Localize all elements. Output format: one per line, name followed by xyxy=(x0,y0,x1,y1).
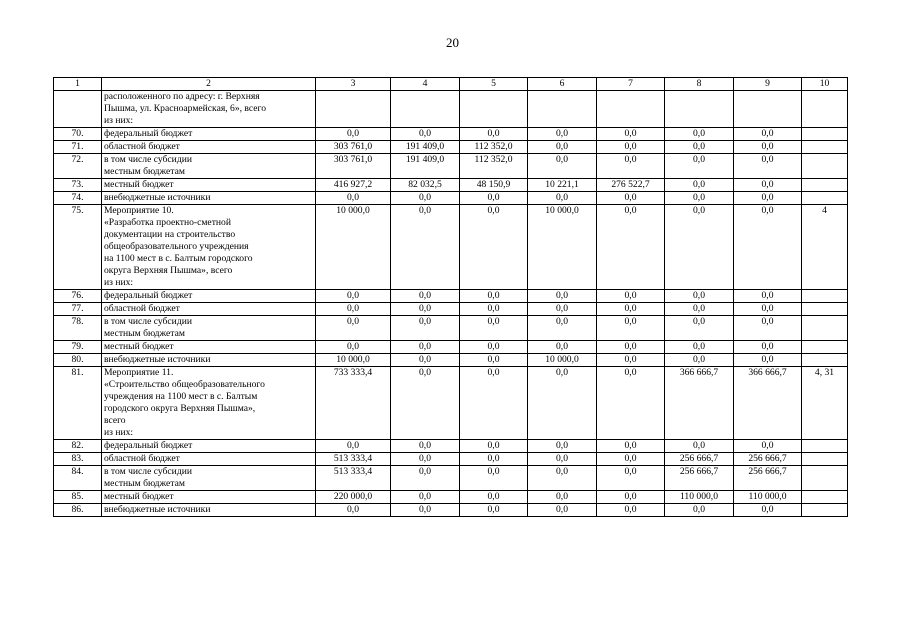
value-cell-col5: 48 150,9 xyxy=(460,179,528,192)
value-cell-col6: 0,0 xyxy=(528,504,597,517)
value-cell-col5: 0,0 xyxy=(460,466,528,491)
row-number xyxy=(54,91,102,128)
column-header-8: 8 xyxy=(665,78,734,91)
table-header xyxy=(54,78,848,91)
table-body xyxy=(54,91,848,517)
row-number: 77. xyxy=(54,303,102,316)
row-number: 82. xyxy=(54,440,102,453)
value-cell-col9: 256 666,7 xyxy=(734,453,802,466)
target-reference xyxy=(802,453,848,466)
target-reference: 4 xyxy=(802,205,848,290)
row-description: областной бюджет xyxy=(102,141,316,154)
row-description: федеральный бюджет xyxy=(102,290,316,303)
value-cell-col3: 0,0 xyxy=(316,303,391,316)
value-cell-col6: 0,0 xyxy=(528,192,597,205)
table-row xyxy=(54,504,848,517)
row-description: Мероприятие 11. «Строительство общеобразовательного учреждения на 1100 мест в с. Балтым городского округа Верхняя Пышма», всего из них: xyxy=(102,367,316,440)
value-cell-col8: 256 666,7 xyxy=(665,453,734,466)
value-cell-col9: 0,0 xyxy=(734,128,802,141)
table-row xyxy=(54,341,848,354)
value-cell-col3: 0,0 xyxy=(316,504,391,517)
value-cell-col5: 0,0 xyxy=(460,316,528,341)
value-cell-col6: 0,0 xyxy=(528,128,597,141)
value-cell-col3: 733 333,4 xyxy=(316,367,391,440)
value-cell-col3: 0,0 xyxy=(316,316,391,341)
value-cell-col5: 0,0 xyxy=(460,341,528,354)
value-cell-col6: 0,0 xyxy=(528,367,597,440)
column-header-1: 1 xyxy=(54,78,102,91)
table-row xyxy=(54,303,848,316)
value-cell-col7: 0,0 xyxy=(597,367,665,440)
row-description: в том числе субсидии местным бюджетам xyxy=(102,466,316,491)
value-cell-col6: 0,0 xyxy=(528,141,597,154)
value-cell-col6: 0,0 xyxy=(528,491,597,504)
value-cell-col5: 0,0 xyxy=(460,453,528,466)
value-cell-col9: 0,0 xyxy=(734,290,802,303)
value-cell-col5: 0,0 xyxy=(460,192,528,205)
value-cell-col6: 10 221,1 xyxy=(528,179,597,192)
value-cell-col5: 0,0 xyxy=(460,504,528,517)
row-description: в том числе субсидии местным бюджетам xyxy=(102,154,316,179)
column-header-5: 5 xyxy=(460,78,528,91)
row-number: 79. xyxy=(54,341,102,354)
row-number: 76. xyxy=(54,290,102,303)
table-row xyxy=(54,128,848,141)
target-reference xyxy=(802,290,848,303)
value-cell-col5: 112 352,0 xyxy=(460,141,528,154)
table-row xyxy=(54,354,848,367)
row-description: Мероприятие 10. «Разработка проектно-сметной документации на строительство общеобразовательного учреждения на 1100 мест в с. Балтым городского округа Верхняя Пышма», всего из них: xyxy=(102,205,316,290)
value-cell-col5 xyxy=(460,91,528,128)
target-reference xyxy=(802,354,848,367)
value-cell-col7: 276 522,7 xyxy=(597,179,665,192)
row-number: 74. xyxy=(54,192,102,205)
value-cell-col6: 0,0 xyxy=(528,290,597,303)
value-cell-col8: 0,0 xyxy=(665,141,734,154)
value-cell-col4: 0,0 xyxy=(391,453,460,466)
value-cell-col4: 0,0 xyxy=(391,504,460,517)
value-cell-col5: 112 352,0 xyxy=(460,154,528,179)
value-cell-col7: 0,0 xyxy=(597,192,665,205)
value-cell-col8: 0,0 xyxy=(665,192,734,205)
column-header-2: 2 xyxy=(102,78,316,91)
target-reference xyxy=(802,440,848,453)
target-reference xyxy=(802,316,848,341)
table-row xyxy=(54,205,848,290)
value-cell-col7: 0,0 xyxy=(597,504,665,517)
row-number: 81. xyxy=(54,367,102,440)
row-description: федеральный бюджет xyxy=(102,128,316,141)
value-cell-col4: 0,0 xyxy=(391,354,460,367)
value-cell-col3: 303 761,0 xyxy=(316,154,391,179)
column-header-4: 4 xyxy=(391,78,460,91)
value-cell-col4: 0,0 xyxy=(391,367,460,440)
row-number: 80. xyxy=(54,354,102,367)
value-cell-col9: 0,0 xyxy=(734,341,802,354)
value-cell-col4: 0,0 xyxy=(391,491,460,504)
value-cell-col5: 0,0 xyxy=(460,354,528,367)
value-cell-col5: 0,0 xyxy=(460,367,528,440)
value-cell-col7: 0,0 xyxy=(597,453,665,466)
column-header-6: 6 xyxy=(528,78,597,91)
value-cell-col6: 0,0 xyxy=(528,303,597,316)
value-cell-col8: 0,0 xyxy=(665,504,734,517)
row-description: в том числе субсидии местным бюджетам xyxy=(102,316,316,341)
value-cell-col7: 0,0 xyxy=(597,128,665,141)
row-number: 84. xyxy=(54,466,102,491)
row-description: внебюджетные источники xyxy=(102,192,316,205)
value-cell-col4: 0,0 xyxy=(391,303,460,316)
row-description: местный бюджет xyxy=(102,179,316,192)
value-cell-col8: 0,0 xyxy=(665,316,734,341)
column-header-10: 10 xyxy=(802,78,848,91)
value-cell-col5: 0,0 xyxy=(460,205,528,290)
value-cell-col4: 0,0 xyxy=(391,192,460,205)
value-cell-col9: 0,0 xyxy=(734,205,802,290)
target-reference xyxy=(802,154,848,179)
value-cell-col6: 10 000,0 xyxy=(528,354,597,367)
value-cell-col7: 0,0 xyxy=(597,303,665,316)
value-cell-col7: 0,0 xyxy=(597,141,665,154)
value-cell-col3: 220 000,0 xyxy=(316,491,391,504)
table-row xyxy=(54,367,848,440)
table-row xyxy=(54,466,848,491)
column-header-9: 9 xyxy=(734,78,802,91)
value-cell-col9: 366 666,7 xyxy=(734,367,802,440)
target-reference xyxy=(802,341,848,354)
value-cell-col7: 0,0 xyxy=(597,205,665,290)
value-cell-col3: 513 333,4 xyxy=(316,466,391,491)
row-description: областной бюджет xyxy=(102,303,316,316)
value-cell-col8: 0,0 xyxy=(665,128,734,141)
value-cell-col8 xyxy=(665,91,734,128)
value-cell-col4: 0,0 xyxy=(391,205,460,290)
value-cell-col6: 0,0 xyxy=(528,154,597,179)
value-cell-col9 xyxy=(734,91,802,128)
value-cell-col8: 0,0 xyxy=(665,341,734,354)
row-description: областной бюджет xyxy=(102,453,316,466)
value-cell-col7: 0,0 xyxy=(597,290,665,303)
value-cell-col3: 0,0 xyxy=(316,341,391,354)
value-cell-col3: 0,0 xyxy=(316,192,391,205)
table-row xyxy=(54,491,848,504)
row-number: 72. xyxy=(54,154,102,179)
value-cell-col8: 256 666,7 xyxy=(665,466,734,491)
value-cell-col5: 0,0 xyxy=(460,303,528,316)
row-description: местный бюджет xyxy=(102,341,316,354)
value-cell-col7: 0,0 xyxy=(597,154,665,179)
row-description: местный бюджет xyxy=(102,491,316,504)
value-cell-col5: 0,0 xyxy=(460,491,528,504)
value-cell-col3: 10 000,0 xyxy=(316,354,391,367)
column-header-7: 7 xyxy=(597,78,665,91)
value-cell-col9: 0,0 xyxy=(734,154,802,179)
target-reference xyxy=(802,491,848,504)
row-number: 78. xyxy=(54,316,102,341)
value-cell-col9: 0,0 xyxy=(734,316,802,341)
value-cell-col3: 10 000,0 xyxy=(316,205,391,290)
value-cell-col3 xyxy=(316,91,391,128)
value-cell-col3: 303 761,0 xyxy=(316,141,391,154)
value-cell-col5: 0,0 xyxy=(460,128,528,141)
value-cell-col6 xyxy=(528,91,597,128)
table-row xyxy=(54,154,848,179)
value-cell-col7 xyxy=(597,91,665,128)
table-row xyxy=(54,453,848,466)
value-cell-col6: 0,0 xyxy=(528,341,597,354)
value-cell-col8: 0,0 xyxy=(665,154,734,179)
row-description: федеральный бюджет xyxy=(102,440,316,453)
value-cell-col9: 0,0 xyxy=(734,440,802,453)
value-cell-col9: 110 000,0 xyxy=(734,491,802,504)
header-row xyxy=(54,78,848,91)
value-cell-col7: 0,0 xyxy=(597,341,665,354)
value-cell-col7: 0,0 xyxy=(597,316,665,341)
value-cell-col7: 0,0 xyxy=(597,491,665,504)
value-cell-col7: 0,0 xyxy=(597,466,665,491)
value-cell-col4 xyxy=(391,91,460,128)
value-cell-col4: 0,0 xyxy=(391,341,460,354)
target-reference xyxy=(802,504,848,517)
value-cell-col9: 256 666,7 xyxy=(734,466,802,491)
target-reference xyxy=(802,128,848,141)
row-number: 86. xyxy=(54,504,102,517)
target-reference xyxy=(802,192,848,205)
table-row xyxy=(54,91,848,128)
value-cell-col4: 0,0 xyxy=(391,128,460,141)
target-reference xyxy=(802,91,848,128)
column-header-3: 3 xyxy=(316,78,391,91)
value-cell-col8: 0,0 xyxy=(665,303,734,316)
value-cell-col8: 0,0 xyxy=(665,354,734,367)
value-cell-col4: 0,0 xyxy=(391,316,460,341)
value-cell-col3: 0,0 xyxy=(316,128,391,141)
value-cell-col4: 191 409,0 xyxy=(391,141,460,154)
page-number: 20 xyxy=(446,35,459,50)
value-cell-col3: 0,0 xyxy=(316,290,391,303)
table-row xyxy=(54,316,848,341)
row-number: 83. xyxy=(54,453,102,466)
value-cell-col9: 0,0 xyxy=(734,354,802,367)
target-reference xyxy=(802,303,848,316)
value-cell-col5: 0,0 xyxy=(460,440,528,453)
value-cell-col8: 110 000,0 xyxy=(665,491,734,504)
value-cell-col7: 0,0 xyxy=(597,354,665,367)
row-number: 75. xyxy=(54,205,102,290)
value-cell-col9: 0,0 xyxy=(734,303,802,316)
value-cell-col5: 0,0 xyxy=(460,290,528,303)
value-cell-col8: 0,0 xyxy=(665,440,734,453)
row-number: 70. xyxy=(54,128,102,141)
value-cell-col4: 0,0 xyxy=(391,466,460,491)
table-row xyxy=(54,440,848,453)
table-row xyxy=(54,290,848,303)
value-cell-col6: 10 000,0 xyxy=(528,205,597,290)
value-cell-col6: 0,0 xyxy=(528,440,597,453)
value-cell-col3: 513 333,4 xyxy=(316,453,391,466)
table-row xyxy=(54,192,848,205)
value-cell-col4: 0,0 xyxy=(391,440,460,453)
value-cell-col3: 416 927,2 xyxy=(316,179,391,192)
value-cell-col9: 0,0 xyxy=(734,192,802,205)
value-cell-col4: 0,0 xyxy=(391,290,460,303)
value-cell-col8: 0,0 xyxy=(665,205,734,290)
value-cell-col8: 366 666,7 xyxy=(665,367,734,440)
value-cell-col6: 0,0 xyxy=(528,316,597,341)
budget-table xyxy=(53,77,848,517)
value-cell-col8: 0,0 xyxy=(665,290,734,303)
row-description: расположенного по адресу: г. Верхняя Пышма, ул. Красноармейская, 6», всего из них: xyxy=(102,91,316,128)
target-reference xyxy=(802,466,848,491)
target-reference: 4, 31 xyxy=(802,367,848,440)
value-cell-col8: 0,0 xyxy=(665,179,734,192)
row-number: 73. xyxy=(54,179,102,192)
table-row xyxy=(54,141,848,154)
value-cell-col6: 0,0 xyxy=(528,453,597,466)
value-cell-col7: 0,0 xyxy=(597,440,665,453)
value-cell-col9: 0,0 xyxy=(734,504,802,517)
row-number: 85. xyxy=(54,491,102,504)
row-number: 71. xyxy=(54,141,102,154)
value-cell-col4: 191 409,0 xyxy=(391,154,460,179)
target-reference xyxy=(802,141,848,154)
target-reference xyxy=(802,179,848,192)
value-cell-col9: 0,0 xyxy=(734,141,802,154)
row-description: внебюджетные источники xyxy=(102,504,316,517)
value-cell-col9: 0,0 xyxy=(734,179,802,192)
row-description: внебюджетные источники xyxy=(102,354,316,367)
table-row xyxy=(54,179,848,192)
value-cell-col3: 0,0 xyxy=(316,440,391,453)
value-cell-col6: 0,0 xyxy=(528,466,597,491)
value-cell-col4: 82 032,5 xyxy=(391,179,460,192)
